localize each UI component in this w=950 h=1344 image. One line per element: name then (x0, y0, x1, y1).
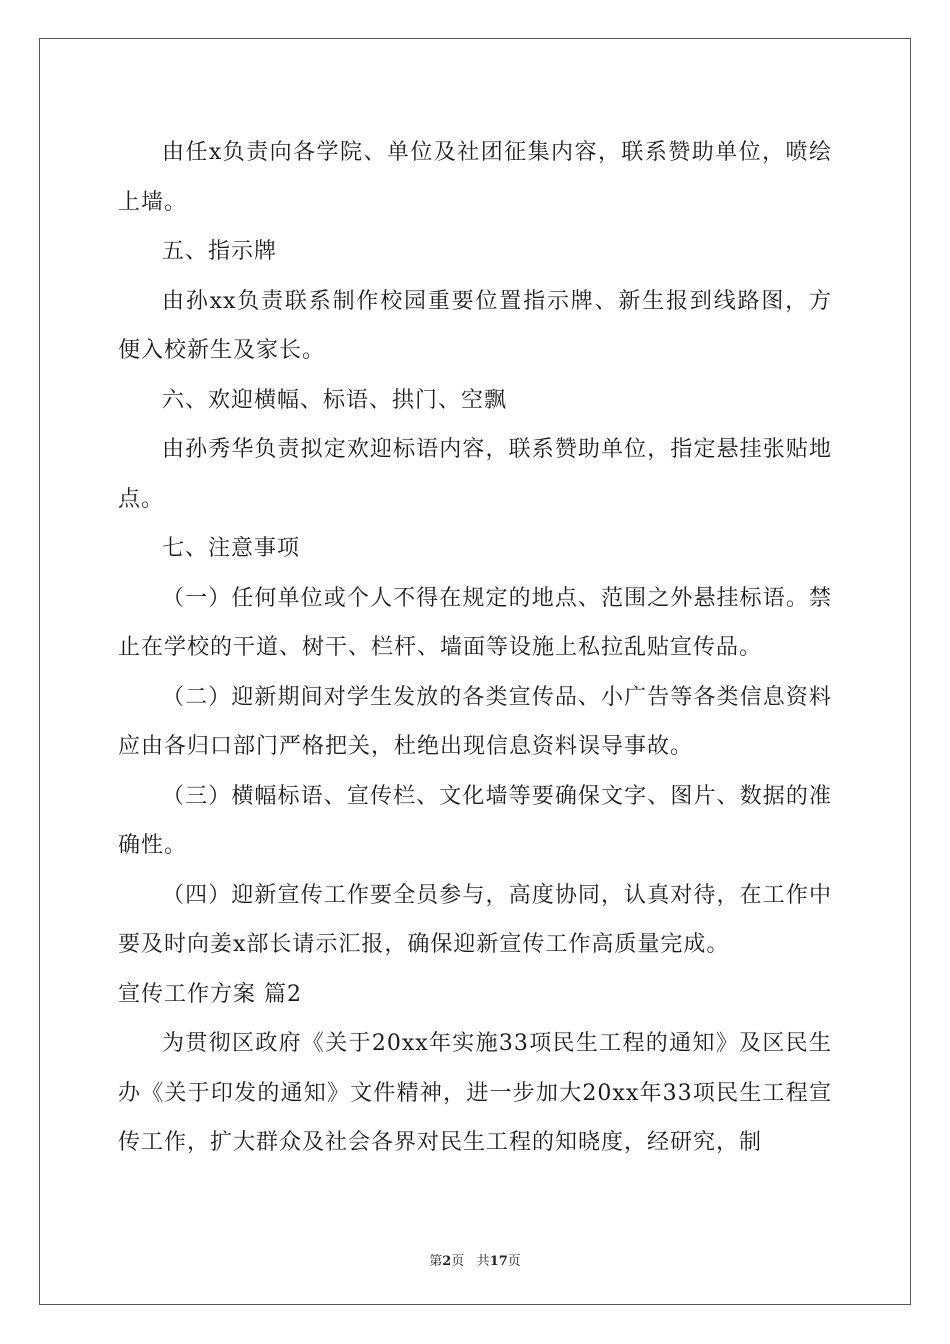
footer-page-suffix: 页 (451, 1254, 465, 1269)
document-body (118, 128, 832, 1168)
footer-total-prefix: 共 (476, 1254, 490, 1269)
paragraph: 由孙秀华负责拟定欢迎标语内容，联系赞助单位，指定悬挂张贴地点。 (118, 437, 832, 512)
page-footer (0, 1250, 950, 1269)
section-heading: 七、注意事项 (162, 536, 301, 561)
paragraph: （四）迎新宣传工作要全员参与，高度协同，认真对待，在工作中要及时向姜x部长请示汇报，确保迎新宣传工作高质量完成。 (118, 882, 832, 957)
footer-total-suffix: 页 (507, 1254, 521, 1269)
page-number: 2 (442, 1254, 452, 1269)
paragraph: （一）任何单位或个人不得在规定的地点、范围之外悬挂标语。禁止在学校的干道、树干、栏杆、墙面等设施上私拉乱贴宣传品。 (118, 585, 832, 660)
section-heading: 六、欢迎横幅、标语、拱门、空飘 (162, 387, 508, 413)
paragraph: 由孙xx负责联系制作校园重要位置指示牌、新生报到线路图，方便入校新生及家长。 (118, 288, 832, 363)
paragraph: （二）迎新期间对学生发放的各类宣传品、小广告等各类信息资料应由各归口部门严格把关，杜绝出现信息资料误导事故。 (118, 684, 832, 759)
section-heading: 五、指示牌 (162, 239, 278, 264)
total-pages: 17 (489, 1254, 508, 1269)
document-subtitle: 宣传工作方案 篇2 (118, 981, 302, 1007)
paragraph: （三）横幅标语、宣传栏、文化墙等要确保文字、图片、数据的准确性。 (118, 783, 832, 858)
footer-prefix: 第 (429, 1254, 443, 1269)
paragraph: 由任x负责向各学院、单位及社团征集内容，联系赞助单位，喷绘上墙。 (118, 140, 832, 215)
paragraph: 为贯彻区政府《关于20xx年实施33项民生工程的通知》及区民生办《关于印发的通知》文件精神，进一步加大20xx年33项民生工程宣传工作，扩大群众及社会各界对民生工程的知晓度，经研究，制 (118, 1031, 832, 1155)
